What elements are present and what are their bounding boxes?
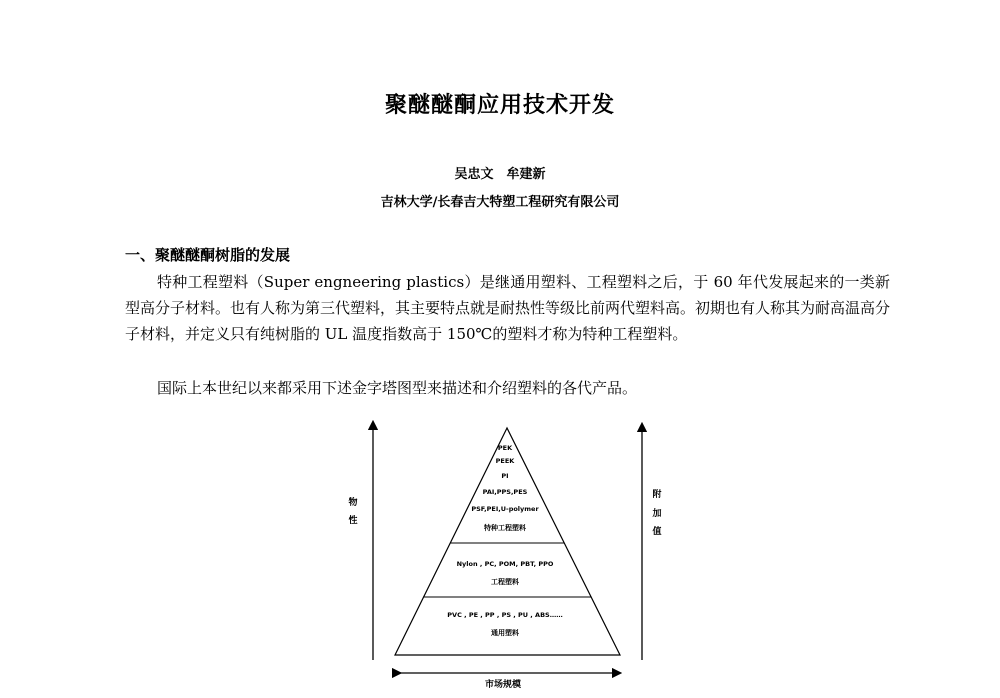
- top-tier-item-pai: PAI,PPS,PES: [482, 488, 528, 496]
- bottom-axis-label: 市场规模: [484, 680, 522, 690]
- top-tier-item-pek: PEK: [497, 444, 513, 452]
- body-paragraph-1: 特种工程塑料（Super engneering plastics）是继通用塑料、工程塑料之后，于 60 年代发展起来的一类新型高分子材料。也有人称为第三代塑料，其主要特点就是耐热性等级比前两代塑料高。初期也有人称其为耐高温高分子材料，并定义只有纯树脂的 UL 温度指数高于 150℃的塑料才称为特种工程塑料。: [125, 273, 891, 343]
- left-axis-label-1: 物: [348, 498, 358, 508]
- right-axis-label-2: 加: [652, 509, 662, 519]
- section-heading: 一、聚醚醚酮树脂的发展: [125, 246, 291, 264]
- authors: 吴忠文 牟建新: [454, 167, 546, 182]
- right-axis-label-1: 附: [652, 490, 662, 500]
- top-tier-name: 特种工程塑料: [484, 524, 526, 532]
- top-tier-item-peek: PEEK: [495, 457, 515, 465]
- bottom-tier-name: 通用塑料: [491, 629, 519, 637]
- right-axis-label-3: 值: [652, 527, 662, 537]
- middle-tier-items: Nylon , PC, POM, PBT, PPO: [456, 560, 554, 568]
- paper-title: 聚醚醚酮应用技术开发: [384, 93, 615, 118]
- affiliation: 吉林大学/长春吉大特塑工程研究有限公司: [380, 195, 620, 210]
- middle-tier-name: 工程塑料: [491, 578, 519, 586]
- left-axis-label-2: 性: [348, 516, 358, 526]
- body-paragraph-2: 国际上本世纪以来都采用下述金字塔图型来描述和介绍塑料的各代产品。: [157, 379, 638, 397]
- top-tier-item-pi: PI: [501, 472, 509, 480]
- bottom-tier-items: PVC , PE , PP , PS , PU , ABS……: [447, 611, 563, 619]
- top-tier-item-psf: PSF,PEI,U-polymer: [471, 505, 539, 513]
